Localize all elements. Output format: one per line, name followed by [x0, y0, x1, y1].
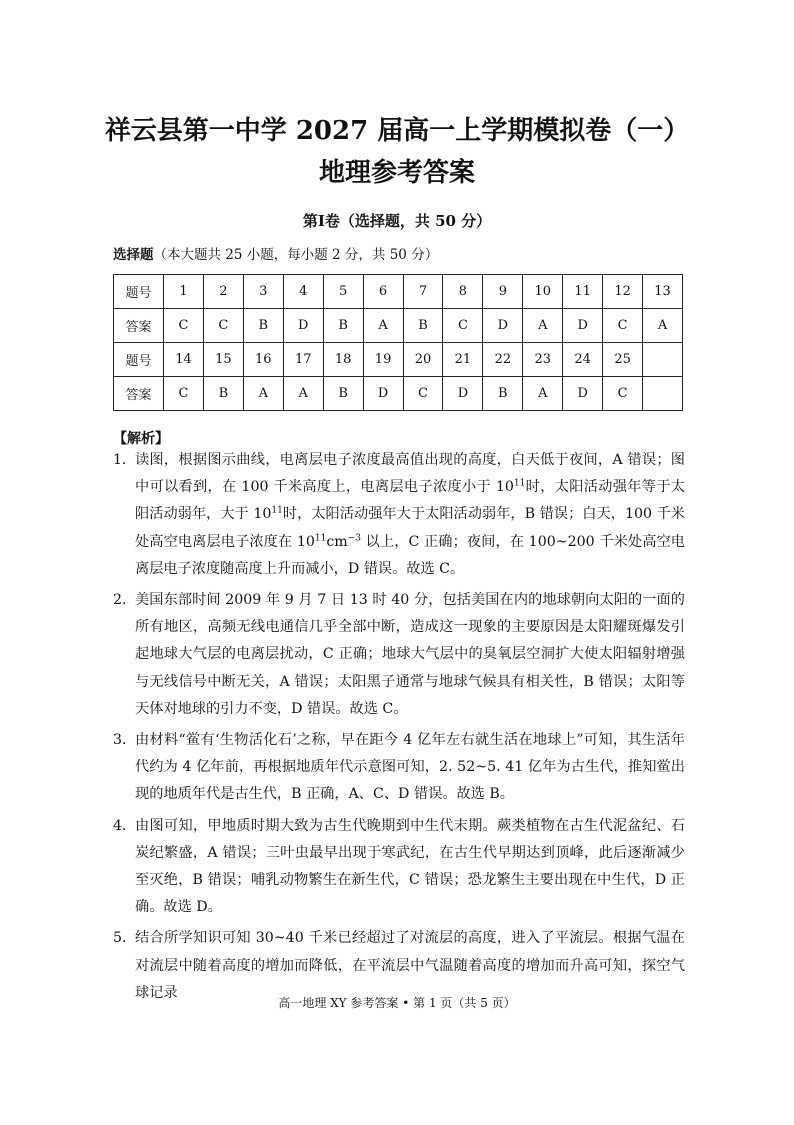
question-cell: 7 — [403, 275, 443, 309]
question-cell: 17 — [283, 343, 323, 377]
table-row — [114, 377, 683, 411]
question-cell: 20 — [403, 343, 443, 377]
answer-cell: C — [164, 309, 204, 343]
header-cell: 答案 — [114, 377, 164, 411]
question-cell: 3 — [243, 275, 283, 309]
item-number: 3． — [113, 732, 137, 749]
question-cell: 5 — [323, 275, 363, 309]
question-cell: 2 — [203, 275, 243, 309]
table-row — [114, 275, 683, 309]
answer-cell: A — [523, 377, 563, 411]
answer-cell: C — [164, 377, 204, 411]
empty-cell — [643, 377, 683, 411]
answer-cell: B — [203, 377, 243, 411]
question-cell: 1 — [164, 275, 204, 309]
text-run: 读图，根据图示曲线，电离层电子浓度最高值出现的高度，白天低于夜间，A 错误；图中可以看到，在 100 千米高度上，电离层电子浓度小于 10 — [135, 452, 685, 496]
question-cell: 11 — [563, 275, 603, 309]
item-text: 由材料“鲎有‘生物活化石’之称，早在距今 4 亿年左右就生活在地球上”可知，其生活年代约为 4 亿年前，再根据地质年代示意图可知，2. 52~5. 41 亿年为古生代，推知鲎出现的地质年代是古生代，B 正确，A、C、D 错误。故选 B。 — [135, 732, 685, 803]
item-text: 美国东部时间 2009 年 9 月 7 日 13 时 40 分，包括美国在内的地球朝向太阳的一面的所有地区，高频无线电通信几乎全部中断，造成这一现象的主要原因是太阳耀斑爆发引起地球大气层的电离层扰动，C 正确；地球大气层中的臭氧层空洞扩大使太阳辐射增强与无线信号中断无关，A 错误；太阳黑子通常与地球气候具有相关性，B 错误；太阳等天体对地球的引力不变，D 错误。故选 C。 — [135, 592, 685, 717]
question-cell: 9 — [483, 275, 523, 309]
question-cell: 24 — [563, 343, 603, 377]
superscript: −3 — [347, 532, 362, 543]
choice-intro — [113, 243, 438, 263]
answer-cell: B — [323, 377, 363, 411]
question-cell: 12 — [603, 275, 643, 309]
item-text — [135, 447, 685, 583]
superscript: 11 — [271, 505, 283, 516]
question-cell: 19 — [363, 343, 403, 377]
document-subtitle: 地理参考答案 — [318, 158, 475, 188]
header-cell: 答案 — [114, 309, 164, 343]
answer-cell: D — [283, 309, 323, 343]
answer-cell: B — [403, 309, 443, 343]
answer-cell: C — [403, 377, 443, 411]
question-cell: 22 — [483, 343, 523, 377]
question-cell: 23 — [523, 343, 563, 377]
answer-cell: A — [243, 377, 283, 411]
answer-cell: D — [483, 309, 523, 343]
answer-cell: B — [323, 309, 363, 343]
list-item — [113, 813, 685, 922]
answer-cell: D — [363, 377, 403, 411]
question-cell: 4 — [283, 275, 323, 309]
answer-cell: C — [603, 309, 643, 343]
text-run: 以上，C 正确；夜间，在 100~200 千米处高空电离层电子浓度随高度上升而减小，D 错误。故选 C。 — [135, 533, 685, 577]
page-footer: 高一地理 XY 参考答案 • 第 1 页（共 5 页） — [278, 996, 516, 1010]
item-number: 5． — [113, 930, 137, 947]
item-number: 2． — [113, 592, 137, 609]
item-text: 结合所学知识可知 30~40 千米已经超过了对流层的高度，进入了平流层。根据气温在对流层中随着高度的增加而降低，在平流层中气温随着高度的增加而升高可知，探空气球记录 — [135, 930, 685, 1001]
section-title: 第Ⅰ卷（选择题，共 50 分） — [302, 212, 492, 230]
superscript: 11 — [513, 478, 526, 489]
answer-cell: D — [563, 377, 603, 411]
question-cell: 15 — [203, 343, 243, 377]
text-run: 时，太阳活动强年大于太阳活动弱年，B 错误；白天，100 千米处高空电离层电子浓度在 10 — [135, 506, 685, 550]
choice-label: 选择题 — [113, 247, 154, 263]
analysis-heading: 【解析】 — [113, 431, 169, 447]
answer-cell: A — [363, 309, 403, 343]
answer-cell: C — [603, 377, 643, 411]
superscript: 11 — [314, 532, 327, 543]
analysis-list — [113, 447, 685, 1011]
question-cell: 21 — [443, 343, 483, 377]
text-run: cm — [326, 533, 348, 550]
question-cell: 25 — [603, 343, 643, 377]
answer-cell: A — [643, 309, 683, 343]
item-text: 由图可知，甲地质时期大致为古生代晚期到中生代末期。蕨类植物在古生代泥盆纪、石炭纪繁盛，A 错误；三叶虫最早出现于寒武纪，在古生代早期达到顶峰，此后逐渐减少至灭绝，B 错误；哺乳动物繁生在新生代，C 错误；恐龙繁生主要出现在中生代，D 正确。故选 D。 — [135, 817, 685, 916]
answer-cell: A — [283, 377, 323, 411]
answer-cell: D — [443, 377, 483, 411]
text-run: 时，太阳活动强年等于太阳活动弱年，大于 10 — [135, 479, 685, 523]
question-cell: 14 — [164, 343, 204, 377]
answer-cell: B — [483, 377, 523, 411]
question-cell: 13 — [643, 275, 683, 309]
table-row — [114, 309, 683, 343]
question-cell: 16 — [243, 343, 283, 377]
answer-cell: C — [203, 309, 243, 343]
item-number: 4． — [113, 817, 137, 834]
list-item — [113, 447, 685, 583]
answer-table — [113, 274, 683, 411]
list-item — [113, 727, 685, 809]
question-cell: 8 — [443, 275, 483, 309]
table-row — [114, 343, 683, 377]
choice-description: （本大题共 25 小题，每小题 2 分，共 50 分） — [153, 247, 439, 263]
question-cell: 6 — [363, 275, 403, 309]
document-title: 祥云县第一中学 2027 届高一上学期模拟卷（一） — [104, 116, 690, 146]
header-cell: 题号 — [114, 343, 164, 377]
list-item — [113, 587, 685, 723]
answer-cell: A — [523, 309, 563, 343]
empty-cell — [643, 343, 683, 377]
answer-cell: B — [243, 309, 283, 343]
header-cell: 题号 — [114, 275, 164, 309]
question-cell: 10 — [523, 275, 563, 309]
answer-cell: D — [563, 309, 603, 343]
item-number: 1． — [113, 452, 137, 468]
answer-cell: C — [443, 309, 483, 343]
question-cell: 18 — [323, 343, 363, 377]
